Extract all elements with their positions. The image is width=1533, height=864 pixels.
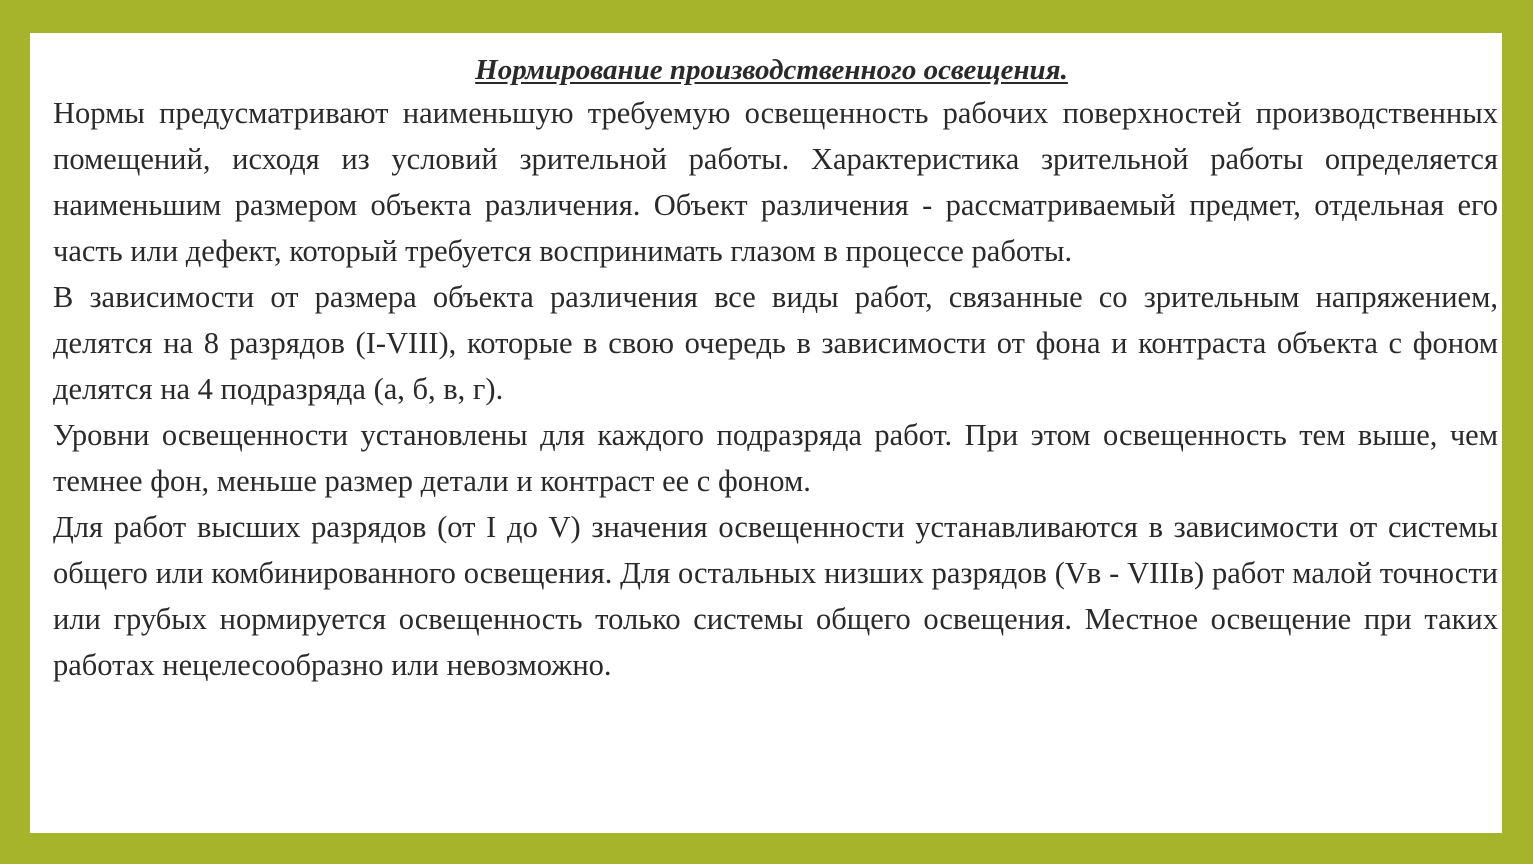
slide-content (53, 51, 1498, 688)
slide-title: Нормирование производственного освещения. (475, 54, 1068, 86)
paragraph-categories: В зависимости от размера объекта различения все виды работ, связанные со зрительным напряжением, делятся на 8 разрядов (I-VIII), которые в свою очередь в зависимости от фона и контраста объекта с фоном делятся на 4 подразряда (а, б, в, г). (53, 280, 1498, 406)
paragraph-norms: Нормы предусматривают наименьшую требуемую освещенность рабочих поверхностей производственных помещений, исходя из условий зрительной работы. Характеристика зрительной работы определяется наименьшим размером объекта различения. Объект различения - рассматриваемый предмет, отдельная его часть или дефект, который требуется воспринимать глазом в процессе работы. (53, 96, 1498, 268)
slide-panel (30, 33, 1502, 833)
paragraph-systems: Для работ высших разрядов (от I до V) значения освещенности устанавливаются в зависимости от системы общего или комбинированного освещения. Для остальных низших разрядов (Vв - VIIIв) работ малой точности или грубых нормируется освещенность только системы общего освещения. Местное освещение при таких работах нецелесообразно или невозможно. (53, 510, 1498, 682)
paragraph-levels: Уровни освещенности установлены для каждого подразряда работ. При этом освещенность тем выше, чем темнее фон, меньше размер детали и контраст ее с фоном. (53, 418, 1498, 498)
